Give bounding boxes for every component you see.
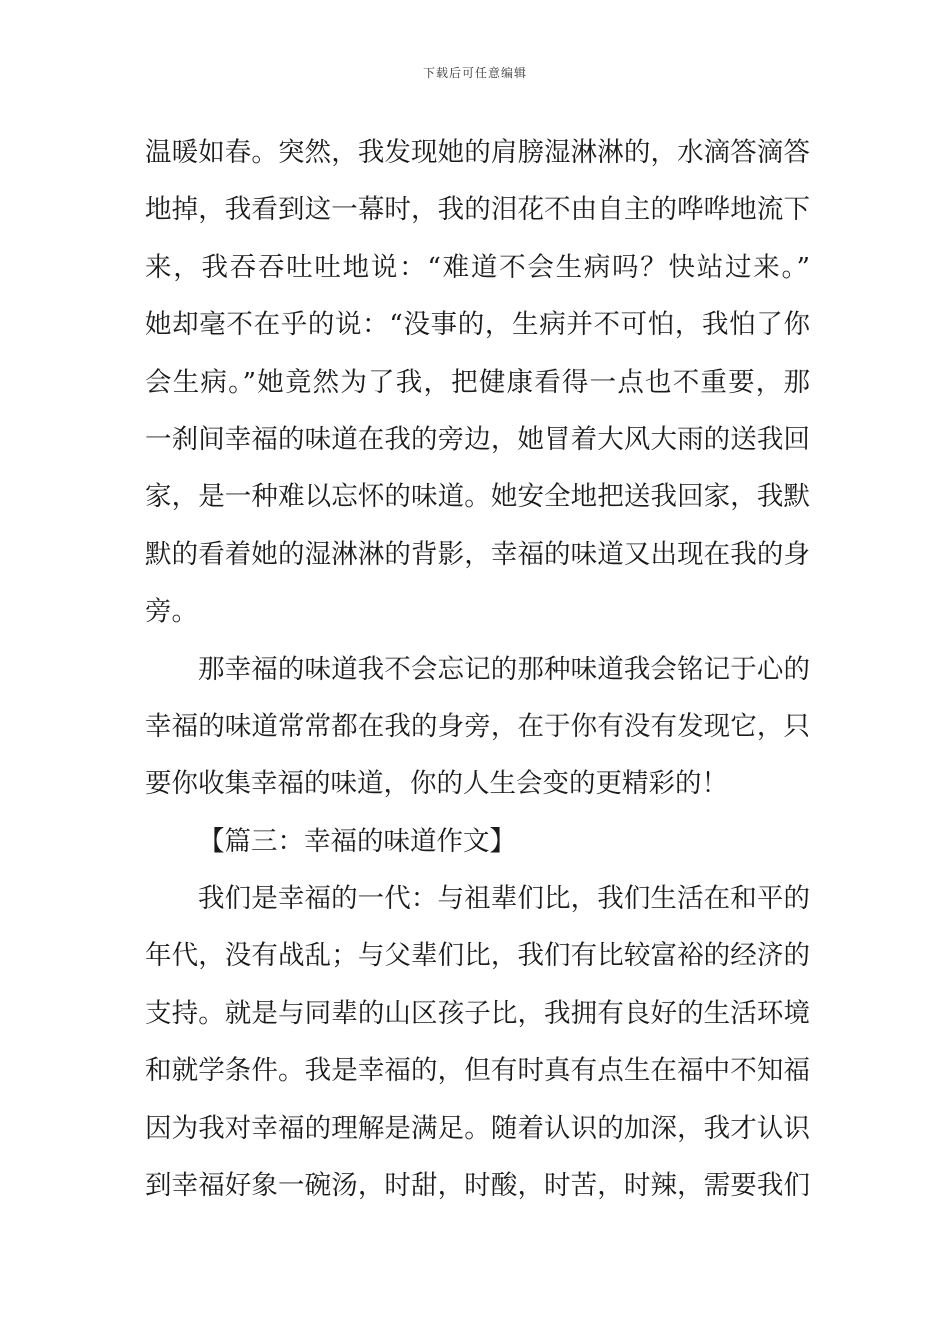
body-line: 到幸福好象一碗汤，时甜，时酸，时苦，时辣，需要我们 — [145, 1170, 810, 1202]
paragraph-first-line: 那幸福的味道我不会忘记的那种味道我会铭记于心的 — [198, 653, 810, 685]
body-line: 要你收集幸福的味道，你的人生会变的更精彩的！ — [145, 768, 728, 800]
body-line: 支持。就是与同辈的山区孩子比，我拥有良好的生活环境 — [145, 997, 810, 1029]
body-line: 年代，没有战乱；与父辈们比，我们有比较富裕的经济的 — [145, 940, 810, 972]
body-line: 一刹间幸福的味道在我的旁边，她冒着大风大雨的送我回 — [145, 423, 810, 455]
body-line: 地掉，我看到这一幕时，我的泪花不由自主的哗哗地流下 — [145, 194, 810, 226]
body-line: 和就学条件。我是幸福的，但有时真有点生在福中不知福 — [145, 1055, 810, 1087]
body-line: 默的看着她的湿淋淋的背影，幸福的味道又出现在我的身 — [145, 538, 810, 570]
page-header-note: 下载后可任意编辑 — [422, 66, 527, 80]
body-line: 幸福的味道常常都在我的身旁，在于你有没有发现它，只 — [145, 710, 810, 742]
body-line: 来，我吞吞吐吐地说：“难道不会生病吗？快站过来。” — [145, 251, 810, 283]
document-body — [145, 124, 810, 1214]
section-heading: 【篇三：幸福的味道作文】 — [198, 825, 516, 857]
body-line: 旁。 — [145, 596, 198, 628]
body-line: 因为我对幸福的理解是满足。随着认识的加深，我才认识 — [145, 1112, 810, 1144]
paragraph-first-line: 我们是幸福的一代：与祖辈们比，我们生活在和平的 — [198, 883, 810, 915]
body-line: 家，是一种难以忘怀的味道。她安全地把送我回家，我默 — [145, 481, 810, 513]
body-line: 会生病。”她竟然为了我，把健康看得一点也不重要，那 — [145, 366, 810, 398]
body-line: 温暖如春。突然，我发现她的肩膀湿淋淋的，水滴答滴答 — [145, 137, 810, 168]
body-line: 她却毫不在乎的说：“没事的，生病并不可怕，我怕了你 — [145, 309, 810, 341]
